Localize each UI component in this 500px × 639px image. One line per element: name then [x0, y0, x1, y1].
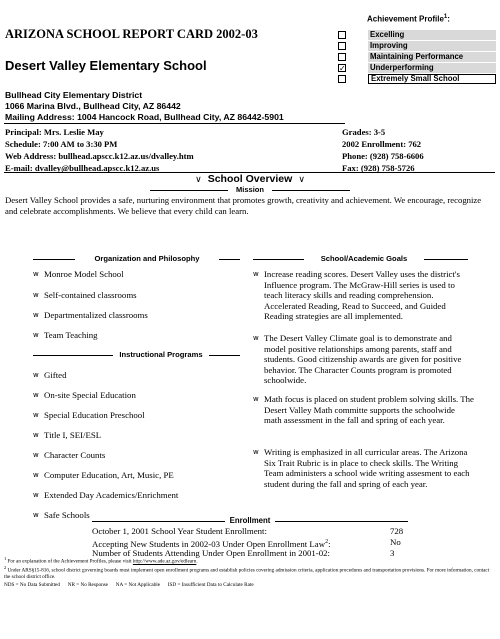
report-title: ARIZONA SCHOOL REPORT CARD 2002-03 — [5, 27, 258, 41]
program-item-text: On-site Special Education — [44, 390, 136, 400]
improving-checkbox — [338, 42, 346, 50]
program-item-text: Gifted — [44, 370, 67, 380]
bullet-icon: w — [33, 391, 39, 399]
instr-rule-left — [33, 355, 113, 356]
bullet-icon: w — [33, 471, 39, 479]
abbreviation-legend: NDS = No Data Submitted NR = No Response NA = Not Applicable ISD = Insufficient Data to Calculate Rate — [4, 581, 254, 588]
footnote-2 — [4, 565, 496, 581]
org-item-text: Self-contained classrooms — [44, 290, 137, 300]
school-schedule: Schedule: 7:00 AM to 3:30 PM — [5, 139, 118, 149]
school-name: Desert Valley Elementary School — [5, 58, 207, 73]
mission-rule-right — [272, 190, 350, 191]
org-rule-left — [33, 259, 75, 260]
goal-item-text: Writing is emphasized in all curricular areas. The Arizona Six Trait Rubric is in place to check skills. The Writing Team administers a school wide writing assesment to each student during the fall and spring of each year. — [264, 447, 470, 489]
bullet-icon: w — [33, 511, 39, 519]
bullet-icon: w — [33, 331, 39, 339]
mission-heading: Mission — [236, 185, 264, 194]
org-item-text: Monroe Model School — [44, 269, 124, 279]
excelling-checkbox — [338, 31, 346, 39]
footnote-ref-2: 2 — [325, 539, 329, 545]
achievement-profiles-link[interactable]: http://www.ade.az.gov/edlearn — [132, 558, 197, 565]
school-address: 1066 Marina Blvd., Bullhead City, AZ 86442 — [5, 101, 181, 111]
header-divider — [4, 123, 345, 124]
achievement-level-underperforming — [338, 63, 498, 73]
bullet-icon: w — [33, 311, 39, 319]
achievement-level-small-school — [338, 74, 498, 84]
org-rule-right — [219, 259, 240, 260]
enrollment-value: 728 — [390, 526, 404, 536]
bullet-icon: w — [33, 411, 39, 419]
enrollment-rule-right — [275, 521, 408, 522]
achievement-level-improving — [338, 41, 498, 51]
principal-info — [5, 126, 194, 174]
bullet-icon: w — [33, 431, 39, 439]
enrollment-value: No — [390, 537, 401, 547]
goal-item-text: Math focus is placed on student problem solving skills. The Desert Valley Math committe supports the schoolwide math assessment in the fall and spring of each year. — [264, 394, 474, 425]
enrollment-value: 3 — [390, 548, 395, 558]
maintaining-checkbox — [338, 53, 346, 61]
goals-heading: School/Academic Goals — [320, 254, 408, 263]
achievement-profile-title — [367, 14, 450, 24]
instr-rule-right — [209, 355, 240, 356]
footnote-1-period: . — [196, 558, 198, 565]
underperforming-label: Underperforming — [368, 63, 496, 73]
footnote-ref-1: 1 — [443, 14, 448, 20]
enrollment-heading: Enrollment — [229, 516, 271, 525]
principal-name: Principal: Mrs. Leslie May — [5, 127, 104, 137]
footnote-2-text: Under ARS§15-816, school district governing boards must implement open enrollment programs and establish policies covering admission criteria, application procedures and transportation provisions. For more information, contact the school district office. — [4, 567, 490, 581]
mission-text: Desert Valley School provides a safe, nurturing environment that promotes growth, creativity and achievement. We encourage, recognize and celebrate accomplishments. We believe that every child can learn. — [5, 195, 482, 216]
program-item-text: Safe Schools — [44, 510, 90, 520]
goals-rule-right — [424, 259, 468, 260]
bullet-icon: w — [253, 395, 259, 403]
achievement-profile-title-text: Achievement Profile — [367, 14, 444, 24]
goal-item-text: The Desert Valley Climate goal is to demonstrate and model positive relationships among parents, staff and students. Good citizenship awards are given for positive behavior. The Character Counts program is promoted schoolwide. — [264, 333, 462, 385]
chevron-left-icon: ∨ — [195, 174, 202, 184]
enrollment-label: Number of Students Attending Under Open Enrollment in 2001-02: — [92, 548, 330, 558]
small-school-label: Extremely Small School — [368, 74, 496, 84]
enrollment-label-text: Accepting New Students in 2002-03 Under Open Enrollment Law — [92, 538, 326, 549]
org-item-text: Departmentalized classrooms — [44, 310, 148, 320]
goals-rule-left — [253, 259, 304, 260]
fax: Fax: (928) 758-5726 — [342, 163, 415, 173]
bullet-icon: w — [33, 270, 39, 278]
footnotes — [4, 556, 496, 588]
district-name: Bullhead City Elementary District — [5, 90, 143, 100]
footnote-2-mark: 2 — [4, 565, 7, 571]
web-address: Web Address: bullhead.apscc.k12.az.us/dvalley.htm — [5, 151, 194, 161]
enrollment-label-colon: : — [328, 538, 331, 549]
email-link[interactable]: E-mail: dvalley@bullhead.apscc.k12.az.us — [5, 163, 160, 173]
program-item-text: Character Counts — [44, 450, 106, 460]
achievement-level-excelling — [338, 30, 498, 40]
goal-item-text: Increase reading scores. Desert Valley uses the district's Influence program. The McGraw-Hill series is used to teach literacy skills and reading comprehension. Accelerated Reading, Read to Succeed, and Guided Reading strategies are all implemented. — [264, 269, 460, 321]
bullet-icon: w — [253, 334, 259, 342]
small-school-checkbox — [338, 75, 346, 83]
program-item-text: Special Education Preschool — [44, 410, 145, 420]
instructional-heading: Instructional Programs — [119, 350, 203, 359]
phone: Phone: (928) 758-6606 — [342, 151, 424, 161]
grades: Grades: 3-5 — [342, 127, 386, 137]
bullet-icon: w — [33, 371, 39, 379]
footnote-1-text: For an explanation of the Achievement Profiles, please visit — [7, 558, 132, 565]
enrollment-2002: 2002 Enrollment: 762 — [342, 139, 422, 149]
program-item-text: Extended Day Academics/Enrichment — [44, 490, 179, 500]
footnote-1 — [4, 556, 496, 565]
school-stats — [342, 126, 424, 174]
district-address-block — [5, 90, 284, 123]
underperforming-checkbox: ✓ — [339, 64, 346, 73]
school-overview-heading — [150, 173, 350, 185]
organization-heading: Organization and Philosophy — [94, 254, 200, 263]
program-item-text: Computer Education, Art, Music, PE — [44, 470, 174, 480]
bullet-icon: w — [253, 270, 259, 278]
chevron-right-icon: ∨ — [298, 174, 305, 184]
school-overview-title: School Overview — [207, 173, 293, 185]
footnote-1-mark: 1 — [4, 556, 7, 561]
bullet-icon: w — [33, 291, 39, 299]
achievement-profile-title-colon: : — [447, 14, 450, 24]
achievement-level-maintaining — [338, 52, 498, 62]
org-item-text: Team Teaching — [44, 330, 98, 340]
enrollment-label: October 1, 2001 School Year Student Enrollment: — [92, 526, 267, 536]
bullet-icon: w — [33, 451, 39, 459]
maintaining-label: Maintaining Performance — [368, 52, 496, 62]
bullet-icon: w — [33, 491, 39, 499]
bullet-icon: w — [253, 448, 259, 456]
program-item-text: Title I, SEI/ESL — [44, 430, 102, 440]
excelling-label: Excelling — [368, 30, 496, 40]
mailing-address: Mailing Address: 1004 Hancock Road, Bullhead City, AZ 86442-5901 — [5, 112, 284, 122]
improving-label: Improving — [368, 41, 496, 51]
